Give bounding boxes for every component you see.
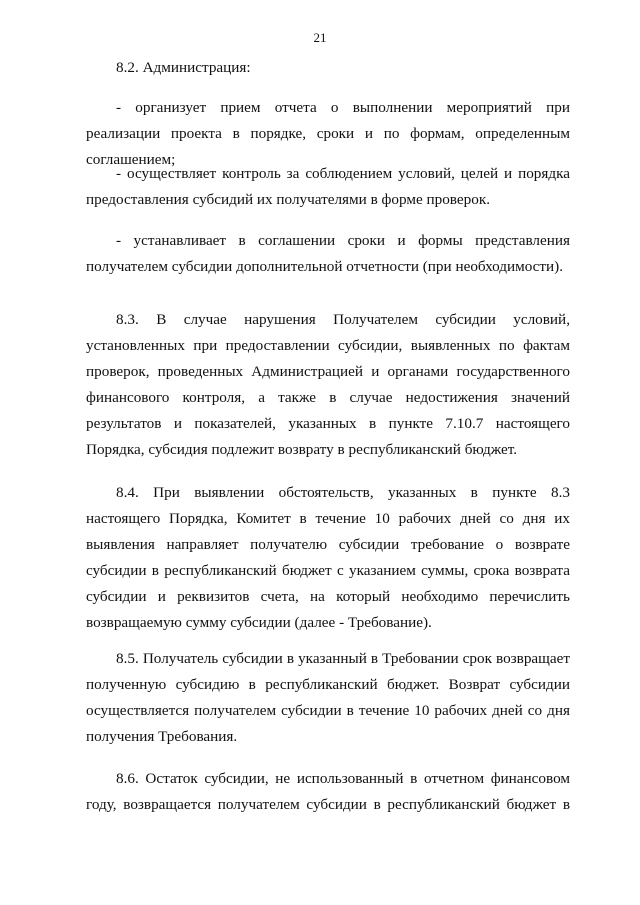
paragraph-8-2-item-control: - осуществляет контроль за соблюдением условий, целей и порядка предоставления субсидий их получателями в форме проверок.: [86, 165, 570, 208]
page-number: 21: [313, 30, 327, 45]
paragraph-8-3: 8.3. В случае нарушения Получателем субсидии условий, установленных при предоставлении субсидии, выявленных по фактам проверок, проведенных Администрацией и органами государственного финансового контроля, а также в случае недостижения значений результатов и показателей, указанных в пункте 7.10.7 настоящего Порядка, субсидия подлежит возврату в республиканский бюджет.: [86, 311, 570, 458]
paragraph-8-4: 8.4. При выявлении обстоятельств, указанных в пункте 8.3 настоящего Порядка, Комитет в течение 10 рабочих дней со дня их выявления направляет получателю субсидии требование о возврате субсидии в республиканский бюджет с указанием суммы, срока возврата субсидии и реквизитов счета, на который необходимо перечислить возвращаемую сумму субсидии (далее - Требование).: [86, 484, 570, 631]
paragraph-8-2-item-report: - организует прием отчета о выполнении мероприятий при реализации проекта в порядке, сроки и по формам, определенным соглашением;: [86, 99, 570, 168]
paragraph-8-2-heading: 8.2. Администрация:: [116, 59, 251, 76]
paragraph-8-5: 8.5. Получатель субсидии в указанный в Требовании срок возвращает полученную субсидию в республиканский бюджет. Возврат субсидии осуществляется получателем субсидии в течение 10 рабочих дней со дня получения Требования.: [86, 650, 570, 745]
paragraph-8-6: 8.6. Остаток субсидии, не использованный в отчетном финансовом году, возвращается получателем субсидии в республиканский бюджет в: [86, 770, 570, 813]
paragraph-8-2-item-reporting: - устанавливает в соглашении сроки и формы представления получателем субсидии дополнительной отчетности (при необходимости).: [86, 232, 570, 275]
